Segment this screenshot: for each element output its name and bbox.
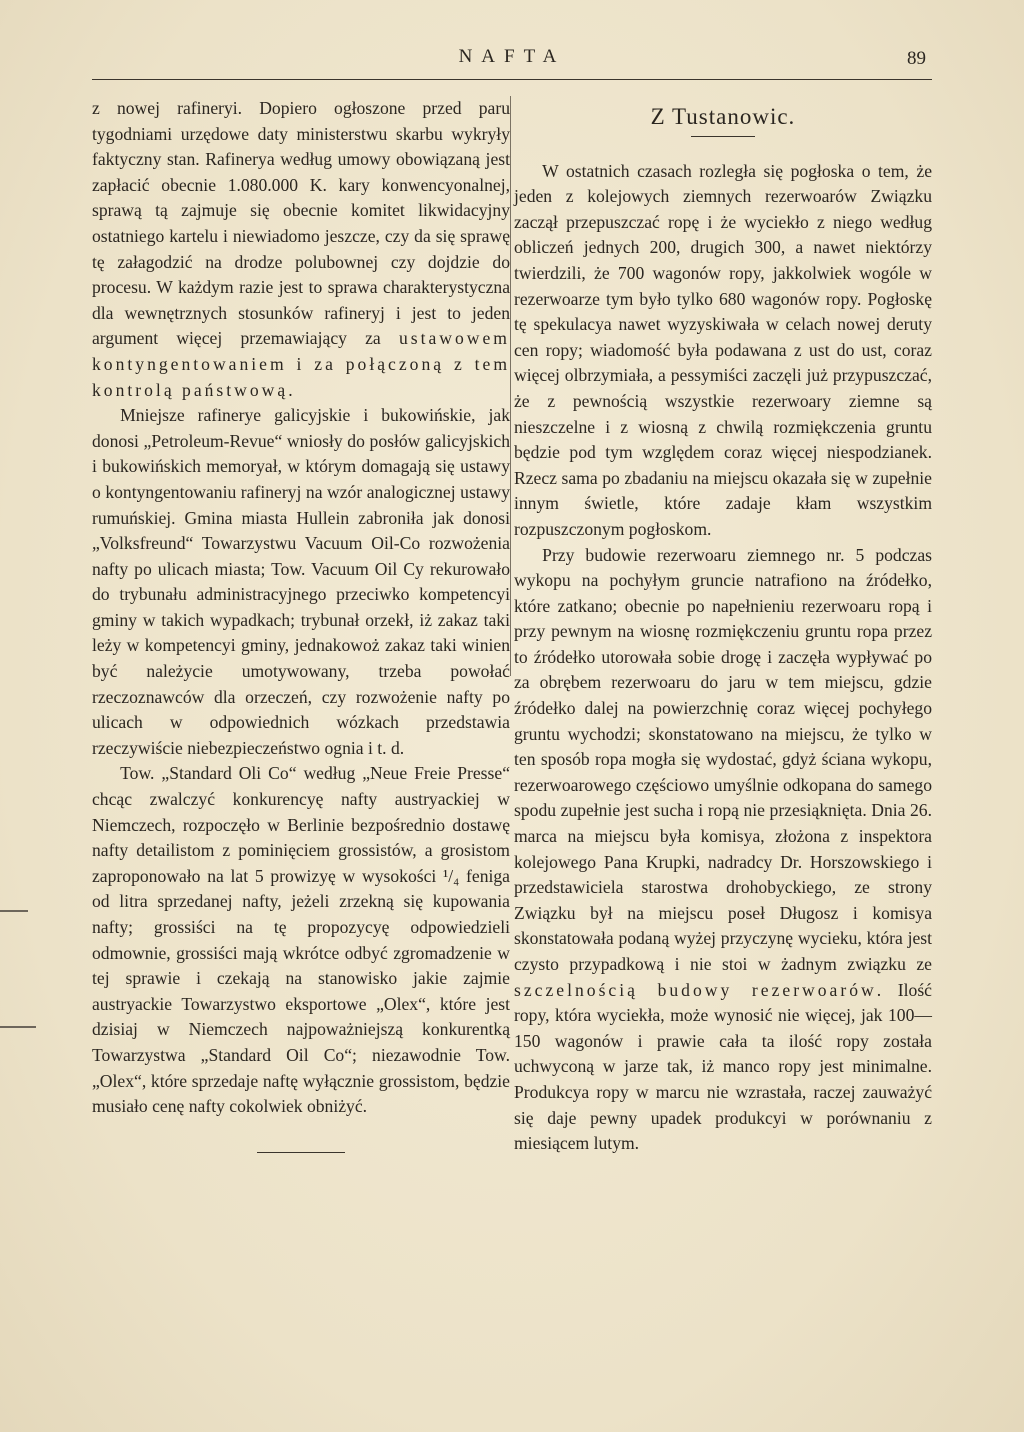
- paragraph-text: . Ilość ropy, która wyciekła, może wynosić nie więcej, jak 100—150 wagonów i prawie cała ta ilość ropy została uchwyconą w jarze tak, iż manco ropy jest minimalne. Produkcya ropy w marcu nie wzrastała, raczej zauważyć się daje pewny upadek produkcyi w porównaniu z miesiącem lutym.: [514, 979, 932, 1154]
- article-paragraph: [514, 159, 932, 543]
- paragraph-text: Przy budowie rezerwoaru ziemnego nr. 5 podczas wykopu na pochyłym gruncie natrafiono na źródełko, które zatkano; obecnie po napełnieniu rezerwoaru ropą i przy pewnym na wiosnę rozmiękczeniu gruntu ropa przez to źródełko utorowała sobie drogę i zaczęła wypływać po za obrębem rezerwoaru do jaru w tem miejscu, gdzie źródełko dalej na powierzchnię coraz więcej pochyłego gruntu wychodzi; skonstatowano na miejscu, że tylko w ten sposób ropa mogła się wydostać, gdyż ściana wykopu, rezerwoarowego częściowo umyślnie odkopana do samego spodu zupełnie jest sucha i ropą nie przesiąknięta. Dnia 26. marca na miejscu była komisya, złożona z inspektora kolejowego Pana Krupki, nadradcy Dr. Horszowskiego i przedstawiciela starostwa drohobyckiego, ze strony Związku był na miejscu poseł Długosz i komisya skonstatowała podaną wyżej przyczynę wycieku, która jest czysto przypadkową i nie stoi w żadnym związku ze: [514, 544, 932, 974]
- article-paragraph: [92, 761, 510, 1119]
- spaced-emphasis: szczelnością budowy rezerwoarów: [514, 979, 877, 1000]
- article-paragraph: [92, 96, 510, 403]
- title-rule: [691, 136, 755, 137]
- paragraph-text: Tow. „Standard Oli Co“ według „Neue Freie Presse“ chcąc zwalczyć konkurencyę nafty austryackiej w Niemczech, rozpoczęło w Berlinie bezpośrednio dostawę nafty detailistom z pominięciem grossistów, a grosistom zaproponowało na lat 5 prowizyę w wysokości ¹/₄ feniga od litra sprzedanej nafty, jeżeli zrzekną się kupowania nafty; grossiści na tę propozycyę odpowiedzieli odmownie, grossiści mają wkrótce odbyć zgromadzenie w tej sprawie i czekają na stanowisko jakie zajmie austryackie Towarzystwo eksportowe „Olex“, które jest dzisiaj w Niemczech najpoważniejszą konkurentką Towarzystwa „Standard Oil Co“; niezawodnie Tow. „Olex“, które sprzedaje naftę wyłącznie grossistom, będzie musiało cenę nafty cokolwiek obniżyć.: [92, 763, 510, 1117]
- header-rule: [92, 79, 932, 80]
- left-column: [92, 96, 510, 1153]
- running-title: NAFTA: [458, 46, 566, 67]
- paragraph-text: z nowej rafineryi. Dopiero ogłoszone przed paru tygodniami urzędowe daty ministerstwu skarbu wykryły faktyczny stan. Rafinerya według umowy obowiązaną jest zapłacić obecnie 1.080.000 K. kary konwencyonalnej, sprawą tą zajmuje się obecnie komitet likwidacyjny ostatniego kartelu i niewiadomo jeszcze, czy da się sprawę tę załagodzić na drodze polubownej czy dojdzie do procesu. W każdym razie jest to sprawa charakterystyczna dla wewnętrznych stosunków rafineryj i jest to jeden argument więcej przemawiający za: [92, 98, 510, 349]
- paragraph-text: .: [288, 379, 293, 400]
- binding-mark: [0, 910, 28, 912]
- page-header: [92, 46, 932, 82]
- paragraph-text: W ostatnich czasach rozległa się pogłoska o tem, że jeden z kolejowych ziemnych rezerwoarów Związku zaczął przepuszczać ropę i że wyciekło z niego według obliczeń jednych 200, drugich 300, a nawet niektórzy twierdzili, że 700 wagonów ropy, jakkolwiek wogóle w rezerwoarze tym było tylko 680 wagonów ropy. Pogłoskę tę spekulacya nawet wyzyskiwała w celach nowej deruty cen ropy; wiadomość była podawana z ust do ust, coraz więcej olbrzymiała, a pessymiści zaczęli już przypuszczać, że z pewnością wszystkie rezerwoary ziemne są nieszczelne i z wiosną z chwilą rozmiękczenia gruntu będzie pod tym względem coraz więcej niespodzianek. Rzecz sama po zbadaniu na miejscu okazała się w zupełnie innym świetle, które zadaje kłam wszystkim rozpuszczonym pogłoskom.: [514, 160, 932, 539]
- page-number: 89: [907, 48, 926, 69]
- article-paragraph: [92, 403, 510, 761]
- column-divider: [510, 96, 511, 676]
- right-column: [514, 104, 932, 1157]
- paragraph-text: Mniejsze rafinerye galicyjskie i bukowińskie, jak donosi „Petroleum-Revue“ wniosły do posłów galicyjskich i bukowińskich memoryał, w którym domagają się ustawy o kontyngentowaniu rafineryj na wzór analogicznej ustawy rumuńskiej. Gmina miasta Hullein zabroniła jak donosi „Volksfreund“ Towarzystwu Vacuum Oil-Co rozwożenia nafty po ulicach miasta; Tow. Vacuum Oil Cy rekurowało do trybunału administracyjnego przeciwko kompetencyi gminy w takich wypadkach; trybunał orzekł, iż zakaz taki leży w kompetencyi gminy, jednakowoż zakaz taki winien być należycie umotywowany, trzeba powołać rzeczoznawców dla orzeczeń, czy rozwożenie nafty po ulicach w odpowiednich wózkach przedstawia rzeczywiście niebezpieczeństwo ognia i t. d.: [92, 405, 510, 758]
- article-end-rule: [257, 1152, 345, 1153]
- article-title: Z Tustanowic.: [650, 104, 796, 129]
- binding-mark: [0, 1026, 36, 1028]
- spaced-emphasis: ustawowem kontyngentowaniem i za połączoną z tem kontrolą państwową: [92, 328, 510, 400]
- article-paragraph: [514, 543, 932, 1157]
